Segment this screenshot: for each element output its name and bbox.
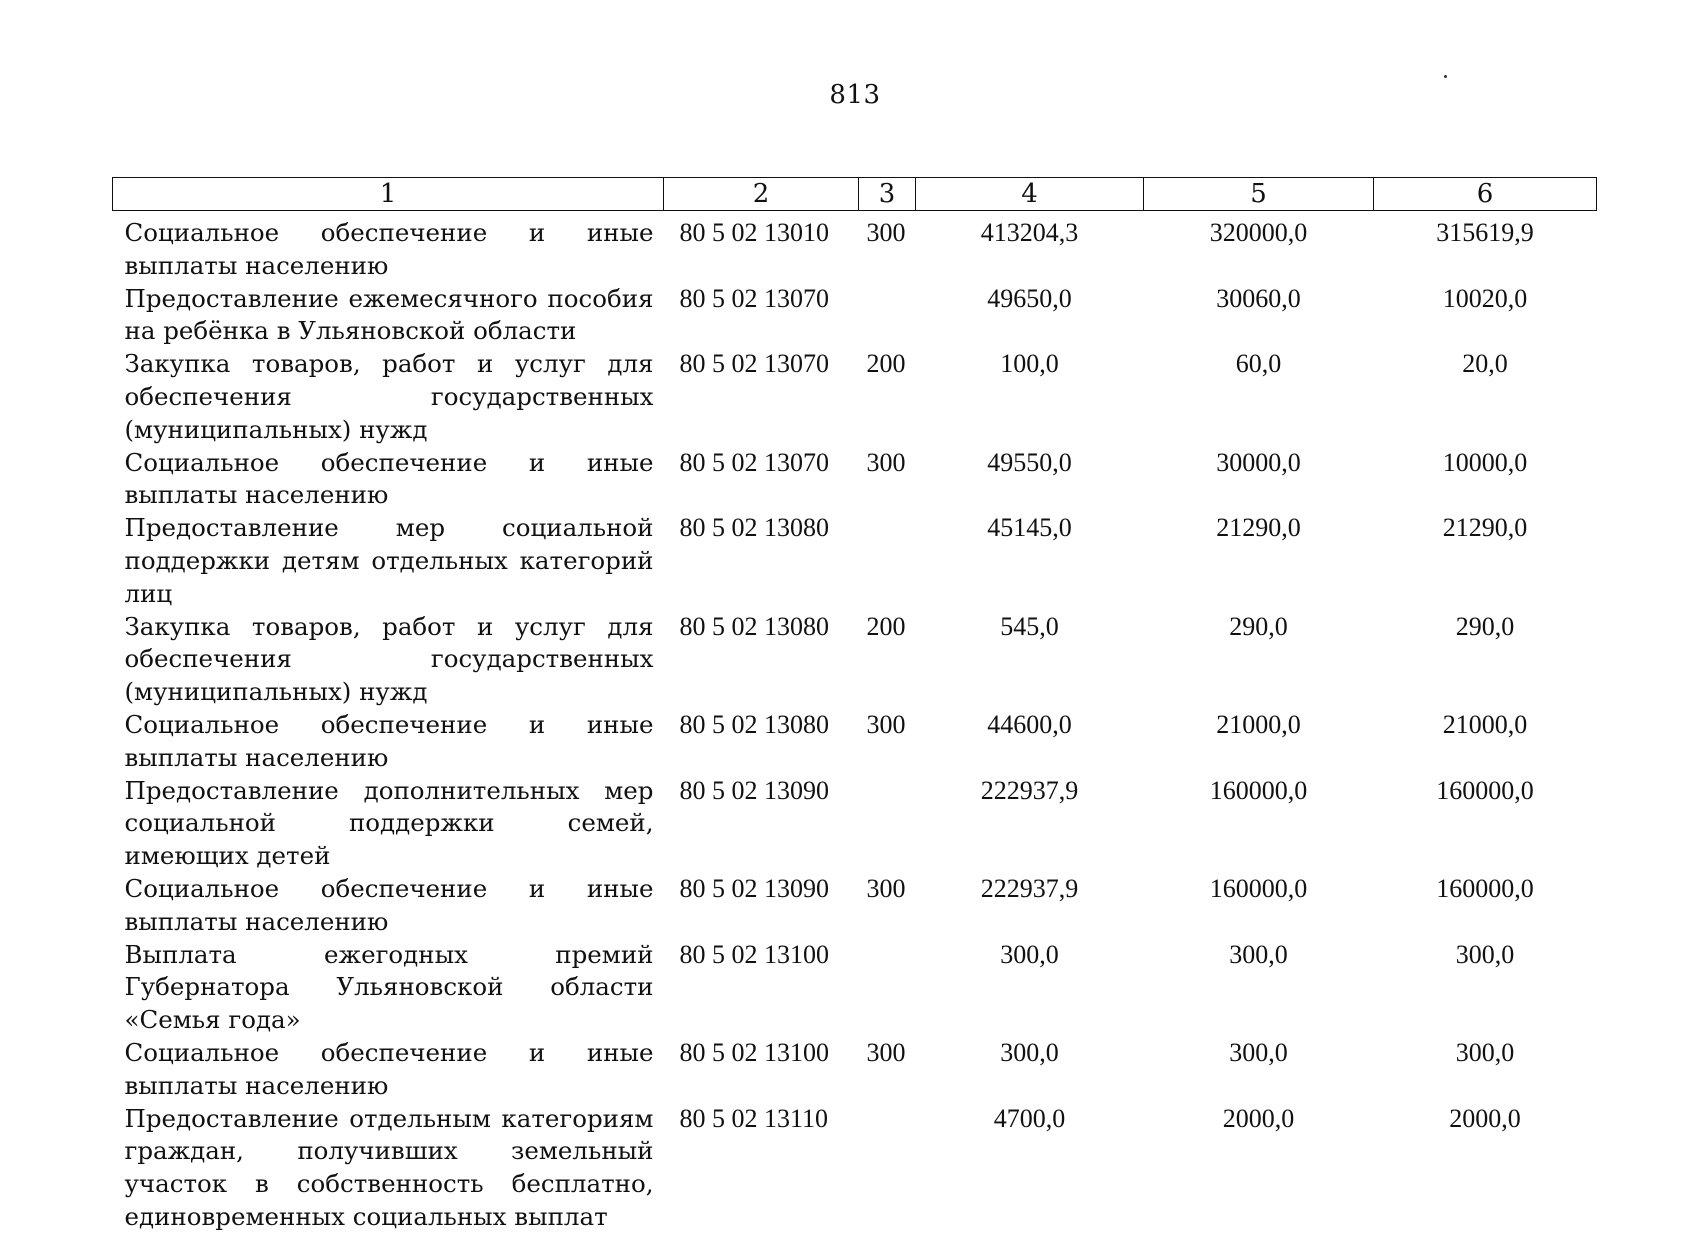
row-code: 80 5 02 13070: [679, 447, 829, 477]
table-row: [113, 1103, 1597, 1234]
header-col-3: 3: [859, 178, 916, 211]
row-value-col-5: 2000,0: [1222, 1103, 1295, 1133]
row-value-col-4: 100,0: [1000, 349, 1059, 379]
row-description: Предоставление ежемесячного пособия на ребёнка в Ульяновской области: [124, 283, 654, 346]
row-value-col-4: 222937,9: [980, 775, 1079, 805]
header-row: [113, 178, 1597, 211]
row-value-col-6: 10000,0: [1442, 447, 1528, 477]
row-expense-type: 200: [866, 611, 906, 641]
row-value-col-4: 222937,9: [980, 873, 1079, 903]
row-expense-type: 200: [866, 349, 906, 379]
row-code: 80 5 02 13080: [679, 513, 829, 543]
row-expense-type: [859, 512, 916, 610]
row-value-col-5: 160000,0: [1209, 775, 1308, 805]
header-col-6: 6: [1374, 178, 1597, 211]
row-value-col-5: 290,0: [1229, 611, 1288, 641]
row-code: 80 5 02 13010: [679, 218, 829, 247]
row-value-col-5: 21000,0: [1216, 709, 1301, 739]
row-expense-type: 300: [866, 709, 906, 739]
header-col-2: 2: [664, 178, 859, 211]
row-code: 80 5 02 13100: [679, 939, 829, 969]
table-body: [113, 211, 1597, 1234]
header-col-5: 5: [1144, 178, 1374, 211]
table-row: [113, 709, 1597, 775]
row-value-col-4: 45145,0: [987, 513, 1072, 543]
table-row: [113, 939, 1597, 1037]
row-description: Предоставление отдельным категориям граждан, получивших земельный участок в собственность бесплатно, единовременных социальных выплат: [124, 1103, 654, 1231]
row-value-col-6: 315619,9: [1436, 218, 1534, 247]
row-description: Предоставление мер социальной поддержки детям отдельных категорий лиц: [124, 513, 654, 608]
row-value-col-6: 300,0: [1455, 1037, 1515, 1067]
row-value-col-4: 4700,0: [993, 1103, 1066, 1133]
row-value-col-6: 300,0: [1455, 939, 1515, 969]
row-description: Предоставление дополнительных мер социальной поддержки семей, имеющих детей: [124, 775, 654, 871]
row-expense-type: [859, 775, 916, 873]
row-value-col-6: 160000,0: [1436, 873, 1534, 903]
table-row: [113, 348, 1597, 446]
row-expense-type: 300: [866, 447, 906, 477]
budget-table: [112, 177, 1597, 1234]
table-row: [113, 211, 1597, 283]
row-value-col-4: 545,0: [1000, 611, 1059, 641]
row-value-col-5: 320000,0: [1209, 218, 1308, 247]
row-value-col-5: 60,0: [1235, 349, 1282, 379]
row-description: Социальное обеспечение и иные выплаты населению: [124, 1037, 654, 1100]
row-value-col-4: 49650,0: [987, 283, 1072, 313]
row-value-col-5: 300,0: [1229, 939, 1288, 969]
row-value-col-4: 49550,0: [987, 447, 1072, 477]
row-code: 80 5 02 13100: [679, 1037, 829, 1067]
row-value-col-6: 21000,0: [1442, 709, 1528, 739]
row-value-col-5: 160000,0: [1209, 873, 1308, 903]
row-code: 80 5 02 13090: [679, 873, 829, 903]
row-description: Социальное обеспечение и иные выплаты населению: [124, 709, 654, 772]
row-value-col-5: 300,0: [1229, 1037, 1288, 1067]
table-row: [113, 512, 1597, 610]
row-description: Социальное обеспечение и иные выплаты населению: [124, 873, 654, 936]
row-value-col-5: 30060,0: [1216, 283, 1301, 313]
page-number: 813: [829, 80, 881, 110]
row-description: Закупка товаров, работ и услуг для обеспечения государственных (муниципальных) нужд: [124, 611, 654, 707]
row-code: 80 5 02 13110: [679, 1103, 829, 1133]
row-expense-type: 300: [866, 1037, 906, 1067]
scan-speck: [1444, 75, 1447, 78]
row-expense-type: [859, 1103, 916, 1234]
row-description: Закупка товаров, работ и услуг для обеспечения государственных (муниципальных) нужд: [124, 349, 654, 444]
row-value-col-4: 413204,3: [980, 218, 1079, 247]
row-expense-type: 300: [866, 218, 906, 247]
row-code: 80 5 02 13080: [679, 611, 829, 641]
row-code: 80 5 02 13070: [679, 283, 829, 313]
row-value-col-6: 21290,0: [1442, 513, 1528, 543]
row-description: Выплата ежегодных премий Губернатора Ульяновской области «Семья года»: [124, 939, 654, 1035]
row-expense-type: [859, 283, 916, 349]
table-header: [113, 178, 1597, 211]
table-row: [113, 447, 1597, 513]
row-value-col-4: 44600,0: [987, 709, 1072, 739]
table-row: [113, 775, 1597, 873]
row-value-col-4: 300,0: [1000, 939, 1059, 969]
row-value-col-6: 290,0: [1455, 611, 1515, 641]
row-expense-type: 300: [866, 873, 906, 903]
row-code: 80 5 02 13090: [679, 775, 829, 805]
row-value-col-6: 160000,0: [1436, 775, 1534, 805]
row-expense-type: [859, 939, 916, 1037]
row-value-col-6: 20,0: [1462, 349, 1508, 379]
table-row: [113, 283, 1597, 349]
table-row: [113, 873, 1597, 939]
header-col-4: 4: [916, 178, 1144, 211]
row-value-col-6: 10020,0: [1442, 283, 1528, 313]
row-value-col-6: 2000,0: [1449, 1103, 1521, 1133]
row-value-col-5: 30000,0: [1216, 447, 1301, 477]
row-code: 80 5 02 13070: [679, 349, 829, 379]
row-description: Социальное обеспечение и иные выплаты населению: [124, 447, 654, 510]
table-row: [113, 1037, 1597, 1103]
table-row: [113, 611, 1597, 709]
header-col-1: 1: [113, 178, 664, 211]
row-value-col-5: 21290,0: [1216, 513, 1301, 543]
row-code: 80 5 02 13080: [679, 709, 829, 739]
row-value-col-4: 300,0: [1000, 1037, 1059, 1067]
row-description: Социальное обеспечение и иные выплаты населению: [124, 218, 654, 280]
